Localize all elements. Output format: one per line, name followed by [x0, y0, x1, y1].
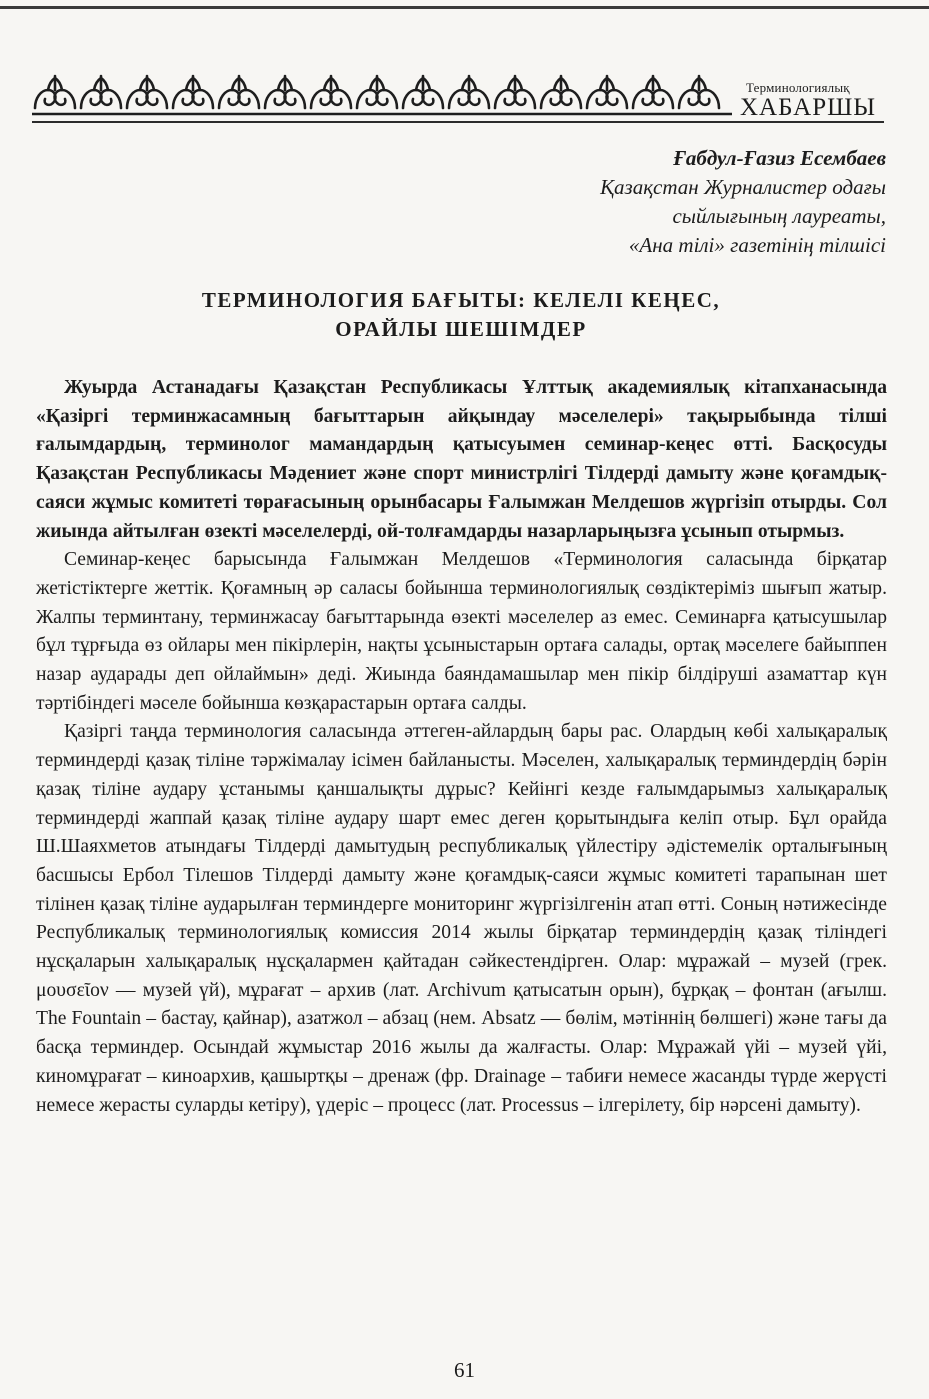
article-title-line-2: ОРАЙЛЫ ШЕШІМДЕР — [335, 317, 587, 341]
journal-name-big: ХАБАРШЫ — [740, 94, 877, 121]
author-name: Ғабдул-Ғазиз Есембаев — [673, 146, 886, 170]
article-title — [36, 286, 886, 344]
article-body — [36, 374, 887, 1120]
ornament-border — [32, 74, 732, 120]
author-block — [600, 144, 886, 260]
article-paragraph-1: Семинар-кеңес барысында Ғалымжан Мелдешов «Терминология саласында бірқатар жетістіктерге жеттік. Қоғамның әр саласы бойынша терминологиялық сөздіктеріміз шығып жатыр. Жалпы терминтану, терминжасау бағыттарында өзекті мәселелер аз емес. Семинарға қатысушылар бұл тұрғыда өз ойлары мен пікірлерін, нақты ұсыныстарын ортаға салады, ортақ мәселеге байыппен назар аударады деп ойлаймын» деді. Жиында баяндамашылар мен пікір білдіруші азаматтар күн тәртібіндегі мәселе бойынша көзқарастарын ортаға салды. — [36, 549, 887, 714]
header-rule — [32, 121, 884, 123]
author-credential-2: сыйлығының лауреаты, — [672, 204, 886, 228]
page-number: 61 — [454, 1358, 475, 1382]
article-title-line-1: ТЕРМИНОЛОГИЯ БАҒЫТЫ: КЕЛЕЛІ КЕҢЕС, — [201, 288, 721, 312]
article-paragraph-2: Қазіргі таңда терминология саласында әттеген-айлардың бары рас. Олардың көбі халықаралық терминдерді қазақ тіліне тәржімалау ісімен байланысты. Мәселен, халықаралық терминдердің бәрін қазақ тіліне аудару ұстанымы қаншалықты дұрыс? Кейінгі кезде ғалымдарымыз халықаралық терминдерді жаппай қазақ тіліне аудару шарт емес деген қорытындыға келіп отыр. Бұл орайда Ш.Шаяхметов атындағы Тілдерді дамытудың республикалық үйлестіру әдістемелік орталығының басшысы Ербол Тілешов Тілдерді дамыту және қоғамдық-саяси жұмыс комитеті тарапынан шет тілінен қазақ тіліне аударылған терминдерге мониторинг жүргізілгенін атап өтті. Соның нәтижесінде Республикалық терминологиялық комиссия 2014 жылы бірқатар терминдердің қазақ тіліндегі нұсқаларын халықаралық нұсқалармен қайтадан сәйкестендірген. Олар: мұражай – музей (грек. μουσεῖον — музей үй), мұрағат – архив (лат. Archivum қатысатын орын), бұрқақ – фонтан (ағылш. The Fountain – бастау, қайнар), азатжол – абзац (нем. Absatz — бөлім, мәтіннің бөлшегі) және тағы да басқа терминдер. Осындай жұмыстар 2016 жылы да жалғасты. Олар: Мұражай үйі – музей үйі, киномұрағат – киноархив, қашыртқы – дренаж (фр. Drainage – табиғи немесе жасанды түрде жерүсті немесе жерасты суларды кетіру), үдеріс – процесс (лат. Processus – ілгерілету, бір нәрсені дамыту). — [36, 721, 887, 1116]
author-credential-3: «Ана тілі» газетінің тілшісі — [628, 233, 886, 257]
journal-name-small: Терминологиялық — [746, 80, 850, 95]
author-credential-1: Қазақстан Журналистер одағы — [600, 175, 886, 199]
top-rule — [0, 6, 929, 9]
article-lead: Жуырда Астанадағы Қазақстан Республикасы Ұлттық академиялық кітапханасында «Қазіргі терминжасамның бағыттарын айқындау мәселелері» тақырыбында тілші ғалымдардың, терминолог мамандардың қатысуымен семинар-кеңес өтті. Басқосуды Қазақстан Республикасы Мәдениет және спорт министрлігі Тілдерді дамыту және қоғамдық-саяси жұмыс комитеті төрағасының орынбасары Ғалымжан Мелдешов жүргізіп отырды. Сол жиында айтылған өзекті мәселелерді, ой-толғамдарды назарларыңызға ұсынып отырмыз. — [36, 377, 887, 542]
